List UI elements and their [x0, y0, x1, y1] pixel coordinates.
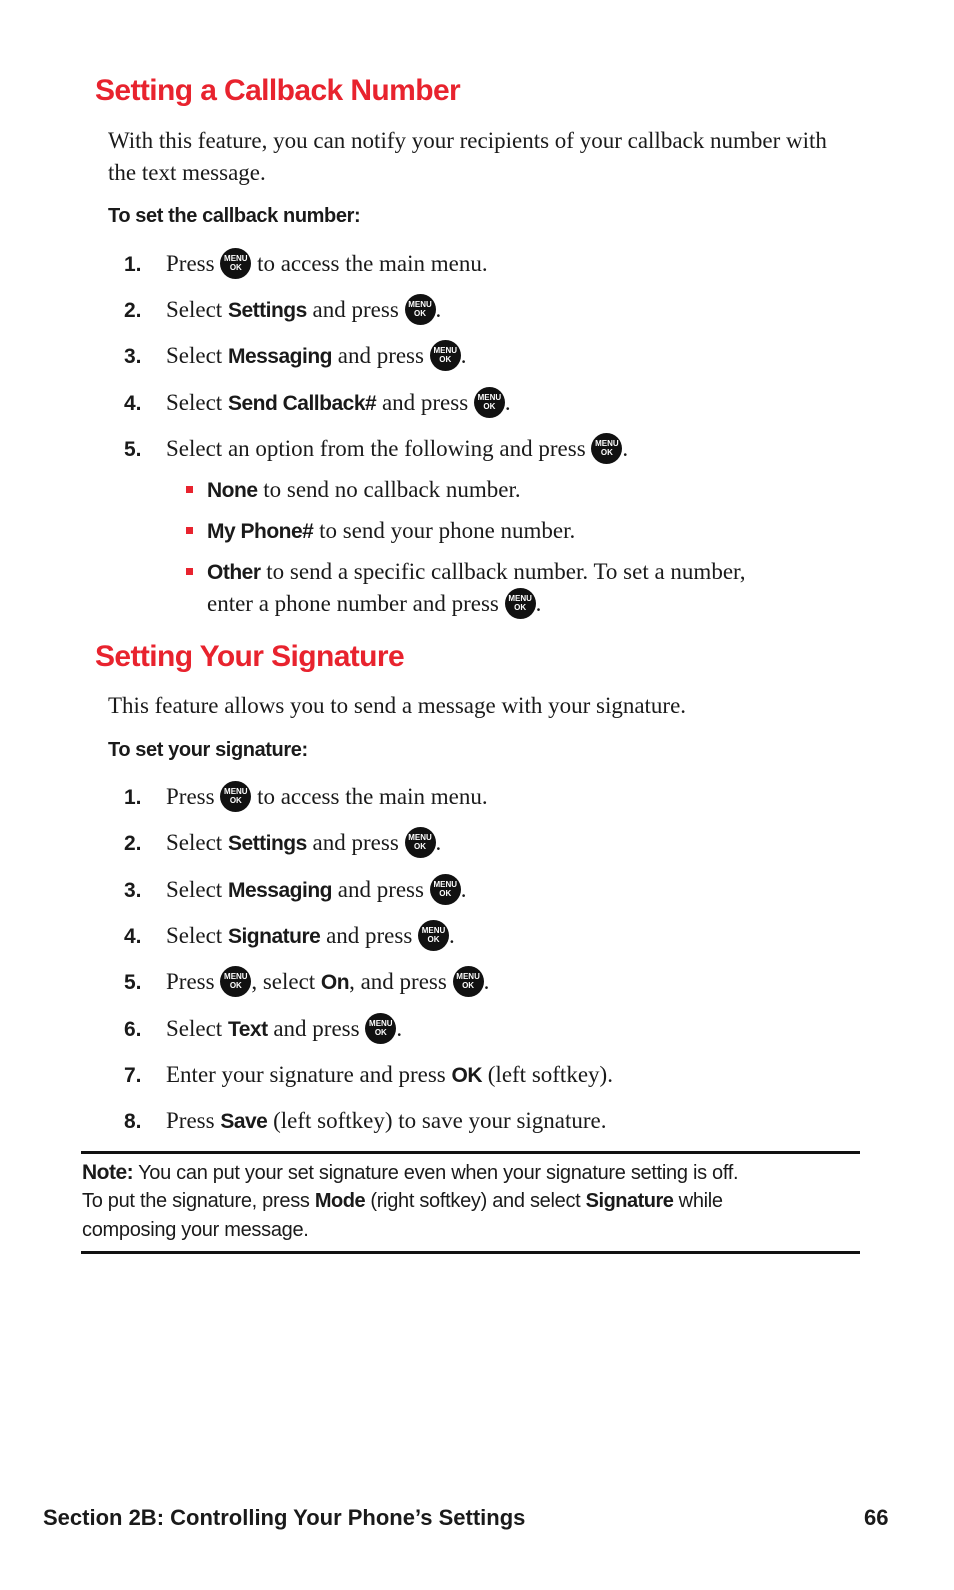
menu-ok-icon — [365, 1013, 396, 1044]
step-text: to access the main menu. — [251, 784, 488, 809]
icon-label: MENU — [224, 972, 248, 982]
option-text: to send no callback number. — [257, 477, 521, 502]
step-text: Select an option from the following and press — [166, 436, 592, 461]
signature-step-1 — [124, 782, 488, 814]
step-text: to access the main menu. — [251, 251, 488, 276]
note-text: You can put your set signature even when your signature setting is off. — [133, 1162, 739, 1184]
bullet-icon — [186, 527, 193, 534]
note-text: while — [673, 1190, 723, 1212]
icon-label: OK — [600, 448, 613, 458]
step-text: Press — [166, 251, 221, 276]
step-number: 3. — [124, 879, 142, 902]
menu-ok-icon — [591, 433, 622, 464]
menu-ok-icon — [405, 827, 436, 858]
signature-intro: This feature allows you to send a message with your signature. — [108, 693, 687, 718]
menu-ok-icon — [474, 387, 505, 418]
step-text: . — [504, 390, 511, 415]
step-number: 8. — [124, 1110, 142, 1133]
signature-step-5 — [124, 967, 489, 999]
menu-ok-icon — [430, 340, 461, 371]
signature-step-3 — [124, 875, 466, 907]
step-text: and press — [320, 923, 419, 948]
icon-label: OK — [229, 981, 242, 991]
option-keyword: None — [207, 479, 258, 502]
icon-label: OK — [414, 842, 427, 852]
callback-intro: With this feature, you can notify your recipients of your callback number with the text message. — [108, 128, 827, 185]
step-number: 7. — [124, 1064, 142, 1087]
icon-label: MENU — [508, 594, 532, 604]
step-keyword: Signature — [227, 925, 321, 948]
icon-label: MENU — [456, 972, 480, 982]
step-number: 1. — [124, 786, 142, 809]
step-keyword: Send Callback# — [227, 392, 377, 415]
menu-ok-icon — [505, 588, 536, 619]
icon-label: MENU — [595, 439, 619, 449]
menu-ok-icon — [430, 874, 461, 905]
step-text: . — [460, 343, 467, 368]
step-text: Select — [166, 297, 228, 322]
step-keyword: Settings — [227, 832, 307, 855]
icon-label: MENU — [421, 926, 446, 936]
icon-label: MENU — [224, 787, 248, 797]
option-text: to send your phone number. — [313, 518, 576, 543]
step-text: and press — [376, 390, 474, 415]
page-number: 66 — [864, 1505, 889, 1530]
heading-callback: Setting a Callback Number — [95, 74, 461, 107]
step-text: and press — [331, 343, 430, 368]
icon-label: OK — [374, 1028, 387, 1038]
note-text: To put the signature, press — [82, 1190, 315, 1212]
step-number: 6. — [124, 1018, 142, 1041]
step-text: . — [396, 1016, 403, 1041]
option-text: enter a phone number and press — [207, 591, 505, 616]
step-number: 5. — [124, 971, 142, 994]
step-text: Select — [166, 1016, 228, 1041]
icon-label: OK — [427, 935, 440, 945]
step-text: Press — [166, 969, 221, 994]
step-number: 2. — [124, 832, 142, 855]
signature-step-4 — [124, 921, 455, 953]
step-keyword: Text — [227, 1018, 268, 1041]
callback-step-4 — [124, 388, 511, 420]
step-keyword: Settings — [227, 299, 307, 322]
step-text: . — [622, 436, 629, 461]
step-text: . — [435, 297, 442, 322]
step-text: Select — [166, 390, 228, 415]
heading-signature: Setting Your Signature — [95, 640, 405, 673]
step-text: and press — [331, 877, 430, 902]
step-text: Enter your signature and press — [166, 1062, 452, 1087]
icon-label: OK — [483, 402, 496, 412]
icon-label: MENU — [224, 254, 248, 264]
callback-step-5 — [124, 434, 628, 466]
icon-label: MENU — [477, 393, 502, 403]
menu-ok-icon — [220, 781, 251, 812]
step-text: Select — [166, 923, 228, 948]
step-text: Select — [166, 877, 228, 902]
icon-label: OK — [514, 603, 527, 613]
option-keyword: Other — [207, 561, 261, 584]
icon-label: OK — [439, 889, 452, 899]
note-keyword: Mode — [314, 1190, 366, 1212]
note-line-1 — [82, 1158, 738, 1188]
signature-step-7 — [124, 1060, 613, 1091]
step-number: 3. — [124, 345, 142, 368]
icon-label: OK — [229, 796, 242, 806]
signature-step-6 — [124, 1014, 402, 1046]
step-text: . — [483, 969, 490, 994]
option-other-continued — [207, 588, 541, 621]
callback-step-3 — [124, 341, 466, 373]
icon-label: MENU — [408, 300, 432, 310]
signature-subheading: To set your signature: — [108, 739, 308, 761]
menu-ok-icon — [220, 248, 251, 279]
footer-section: Section 2B: Controlling Your Phone’s Settings — [43, 1505, 526, 1530]
step-keyword: Save — [220, 1110, 268, 1133]
step-text: . — [460, 877, 467, 902]
icon-label: OK — [414, 309, 427, 319]
icon-label: MENU — [408, 833, 432, 843]
option-none — [186, 474, 521, 507]
icon-label: MENU — [369, 1019, 393, 1029]
step-text: , and press — [349, 969, 453, 994]
note-label: Note: — [82, 1161, 134, 1184]
note-keyword: Signature — [585, 1190, 674, 1212]
step-text: (left softkey) to save your signature. — [267, 1108, 607, 1133]
step-keyword: OK — [451, 1064, 483, 1087]
step-text: . — [435, 830, 442, 855]
bullet-icon — [186, 568, 193, 575]
option-my-phone — [186, 515, 575, 548]
note-bottom-rule — [81, 1251, 860, 1254]
step-text: and press — [306, 830, 405, 855]
note-line-2 — [82, 1187, 723, 1216]
step-keyword: On — [320, 971, 350, 994]
menu-ok-icon — [405, 294, 436, 325]
icon-label: MENU — [433, 346, 457, 356]
step-number: 5. — [124, 438, 142, 461]
step-text: . — [449, 923, 455, 948]
icon-label: MENU — [433, 880, 457, 890]
step-number: 4. — [124, 925, 142, 948]
step-number: 1. — [124, 253, 142, 276]
option-other — [186, 556, 746, 589]
option-text: to send a specific callback number. To set a number, — [260, 559, 746, 584]
icon-label: OK — [462, 981, 475, 991]
step-text: Select — [166, 830, 228, 855]
step-text: (left softkey). — [482, 1062, 613, 1087]
note-line-3: composing your message. — [82, 1219, 309, 1241]
menu-ok-icon — [220, 966, 251, 997]
option-text: . — [535, 591, 542, 616]
step-text: and press — [306, 297, 405, 322]
icon-label: OK — [229, 263, 242, 273]
step-text: , select — [251, 969, 321, 994]
step-text: Select — [166, 343, 228, 368]
menu-ok-icon — [418, 920, 449, 951]
step-number: 4. — [124, 392, 142, 415]
signature-step-8 — [124, 1106, 607, 1137]
step-number: 2. — [124, 299, 142, 322]
menu-ok-icon — [453, 966, 484, 997]
callback-step-2 — [124, 295, 441, 327]
note-text: (right softkey) and select — [365, 1190, 586, 1212]
callback-step-1 — [124, 249, 488, 281]
option-keyword: My Phone# — [207, 520, 314, 543]
step-keyword: Messaging — [227, 345, 332, 368]
step-keyword: Messaging — [227, 879, 332, 902]
callback-subheading: To set the callback number: — [108, 205, 361, 227]
step-text: Press — [166, 1108, 221, 1133]
icon-label: OK — [439, 355, 452, 365]
note-top-rule — [81, 1151, 860, 1154]
bullet-icon — [186, 486, 193, 493]
signature-step-2 — [124, 828, 441, 860]
step-text: Press — [166, 784, 221, 809]
step-text: and press — [267, 1016, 366, 1041]
